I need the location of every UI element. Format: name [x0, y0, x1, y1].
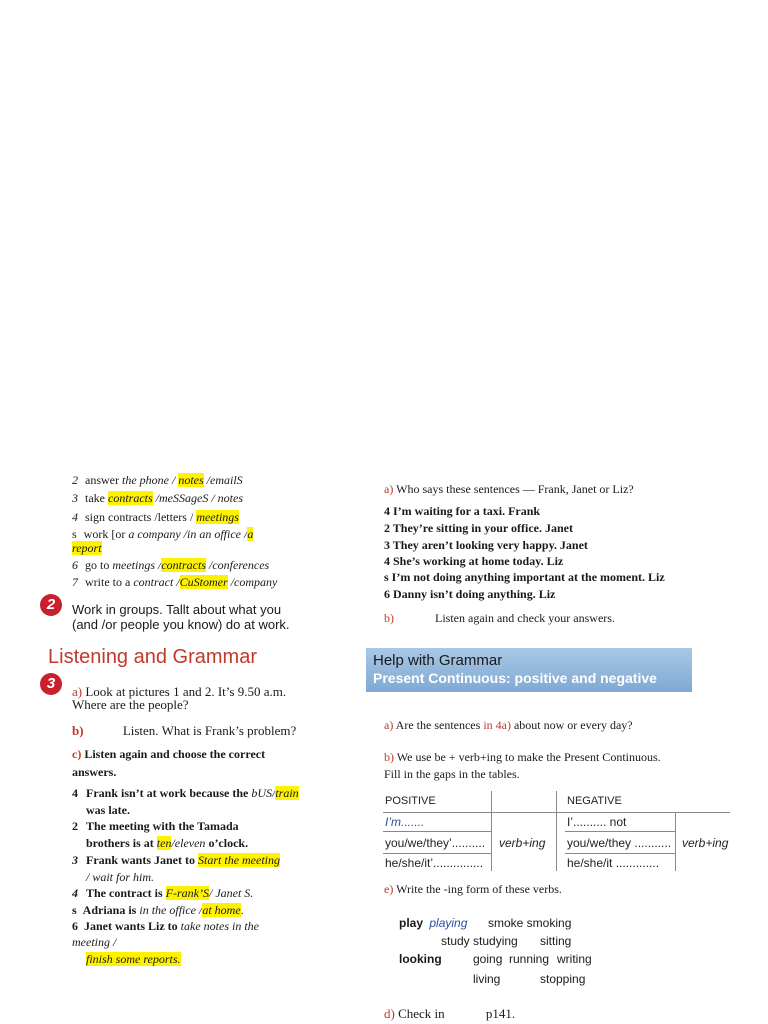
- exercise-2-line-1: Work in groups. Tallt about what you: [72, 602, 282, 617]
- answer-item-3: 3 Frank wants Janet to Start the meeting: [72, 853, 280, 867]
- question-a: a) Who says these sentences — Frank, Janet or Liz?: [384, 482, 634, 496]
- negative-header: NEGATIVE: [567, 795, 622, 807]
- vocab-item-2: 2 answer the phone / notes /emailS: [72, 473, 243, 487]
- grammar-question-b: b) We use be + verb+ing to make the Present Continuous.: [384, 750, 661, 764]
- exercise-3-badge: 3: [40, 673, 62, 695]
- verb-item: looking: [399, 952, 442, 966]
- verb-item: writing: [557, 952, 592, 966]
- answer-item-2-line-2: brothers is at ten/eleven o’clock.: [86, 836, 249, 850]
- verb-item: stopping: [540, 972, 586, 986]
- exercise-3a-line-2: Where are the people?: [72, 697, 189, 712]
- negative-row-2: you/we/they ...........: [567, 836, 672, 850]
- exercise-3c: c) Listen again and choose the correct: [72, 747, 266, 761]
- answer-item-1: 4 Frank isn’t at work because the bUS/train: [72, 786, 299, 800]
- sentence-item: 2 They’re sitting in your office. Janet: [384, 521, 573, 535]
- answer-item-1-cont: was late.: [86, 803, 130, 817]
- section-title: Listening and Grammar: [48, 646, 257, 668]
- table-divider: [383, 831, 491, 832]
- vocab-item-5: s work [or a company /in an office /a: [72, 527, 254, 541]
- sentence-item: 4 I’m waiting for a taxi. Frank: [384, 504, 541, 518]
- positive-row-3: he/she/it’...............: [385, 856, 484, 870]
- verb-item: sitting: [540, 934, 572, 948]
- table-divider: [556, 791, 557, 871]
- negative-verb-ing: verb+ing: [682, 836, 729, 850]
- positive-row-2: you/we/they’..........: [385, 836, 486, 850]
- negative-row-3: he/she/it .............: [567, 856, 660, 870]
- vocab-item-4: 4 sign contracts /letters / meetings: [72, 510, 239, 524]
- vocab-item-6: 6 go to meetings /contracts /conferences: [72, 558, 270, 572]
- positive-header: POSITIVE: [385, 795, 436, 807]
- table-divider: [565, 853, 675, 854]
- exercise-2-line-2: (and /or people you know) do at work.: [72, 617, 290, 632]
- answer-item-3-cont: / wait for him.: [86, 870, 155, 884]
- answer-item-6-line-3: finish some reports.: [86, 952, 181, 966]
- grammar-question-a: a) Are the sentences in 4a) about now or every day?: [384, 718, 633, 732]
- positive-verb-ing: verb+ing: [499, 836, 546, 850]
- vocab-item-5-cont: report: [72, 541, 102, 555]
- sentence-item: 3 They aren’t looking very happy. Janet: [384, 538, 588, 552]
- verb-item: smoke smoking: [488, 916, 572, 930]
- question-b: b) Listen again and check your answers.: [384, 611, 615, 625]
- table-divider: [675, 812, 676, 871]
- answer-item-4: 4 The contract is F-rank’S/ Janet S.: [72, 886, 254, 900]
- vocab-item-7: 7 write to a contract /CuStomer /company: [72, 575, 278, 589]
- grammar-question-d: d) Check in p141.: [384, 1006, 516, 1021]
- positive-row-1: I’m.......: [385, 815, 425, 829]
- exercise-3c-line-2: answers.: [72, 765, 117, 779]
- sentence-item: 6 Danny isn’t doing anything. Liz: [384, 587, 556, 601]
- verb-item: running: [509, 952, 550, 966]
- help-title: Help with Grammar: [373, 652, 503, 669]
- answer-item-2: 2 The meeting with the Tamada: [72, 819, 239, 833]
- verb-item: study studying: [441, 934, 518, 948]
- verb-item: going: [473, 952, 503, 966]
- table-divider: [565, 831, 675, 832]
- help-with-grammar-box: [366, 648, 692, 692]
- vocab-item-3: 3 take contracts /meSSageS / notes: [72, 491, 243, 505]
- table-divider: [383, 853, 491, 854]
- exercise-2-badge: 2: [40, 594, 62, 616]
- negative-row-1: I’.......... not: [567, 815, 627, 829]
- answer-item-5: s Adriana is in the office /at home.: [72, 903, 244, 917]
- sentence-item: 4 She’s working at home today. Liz: [384, 554, 564, 568]
- exercise-3b: b) Listen. What is Frank’s problem?: [72, 723, 297, 738]
- help-subtitle: Present Continuous: positive and negative: [373, 670, 657, 686]
- grammar-question-e: e) Write the -ing form of these verbs.: [384, 882, 562, 896]
- answer-item-6: 6 Janet wants Liz to take notes in the: [72, 919, 259, 933]
- sentence-item: s I’m not doing anything important at the moment. Liz: [384, 570, 665, 584]
- grammar-question-b-line-2: Fill in the gaps in the tables.: [384, 767, 520, 781]
- exercise-3a: a) Look at pictures 1 and 2. It’s 9.50 a.m.: [72, 684, 287, 699]
- verb-item: living: [473, 972, 501, 986]
- table-divider: [491, 791, 492, 871]
- answer-item-6-line-2: meeting /: [72, 935, 117, 949]
- verb-item: play playing: [399, 916, 468, 930]
